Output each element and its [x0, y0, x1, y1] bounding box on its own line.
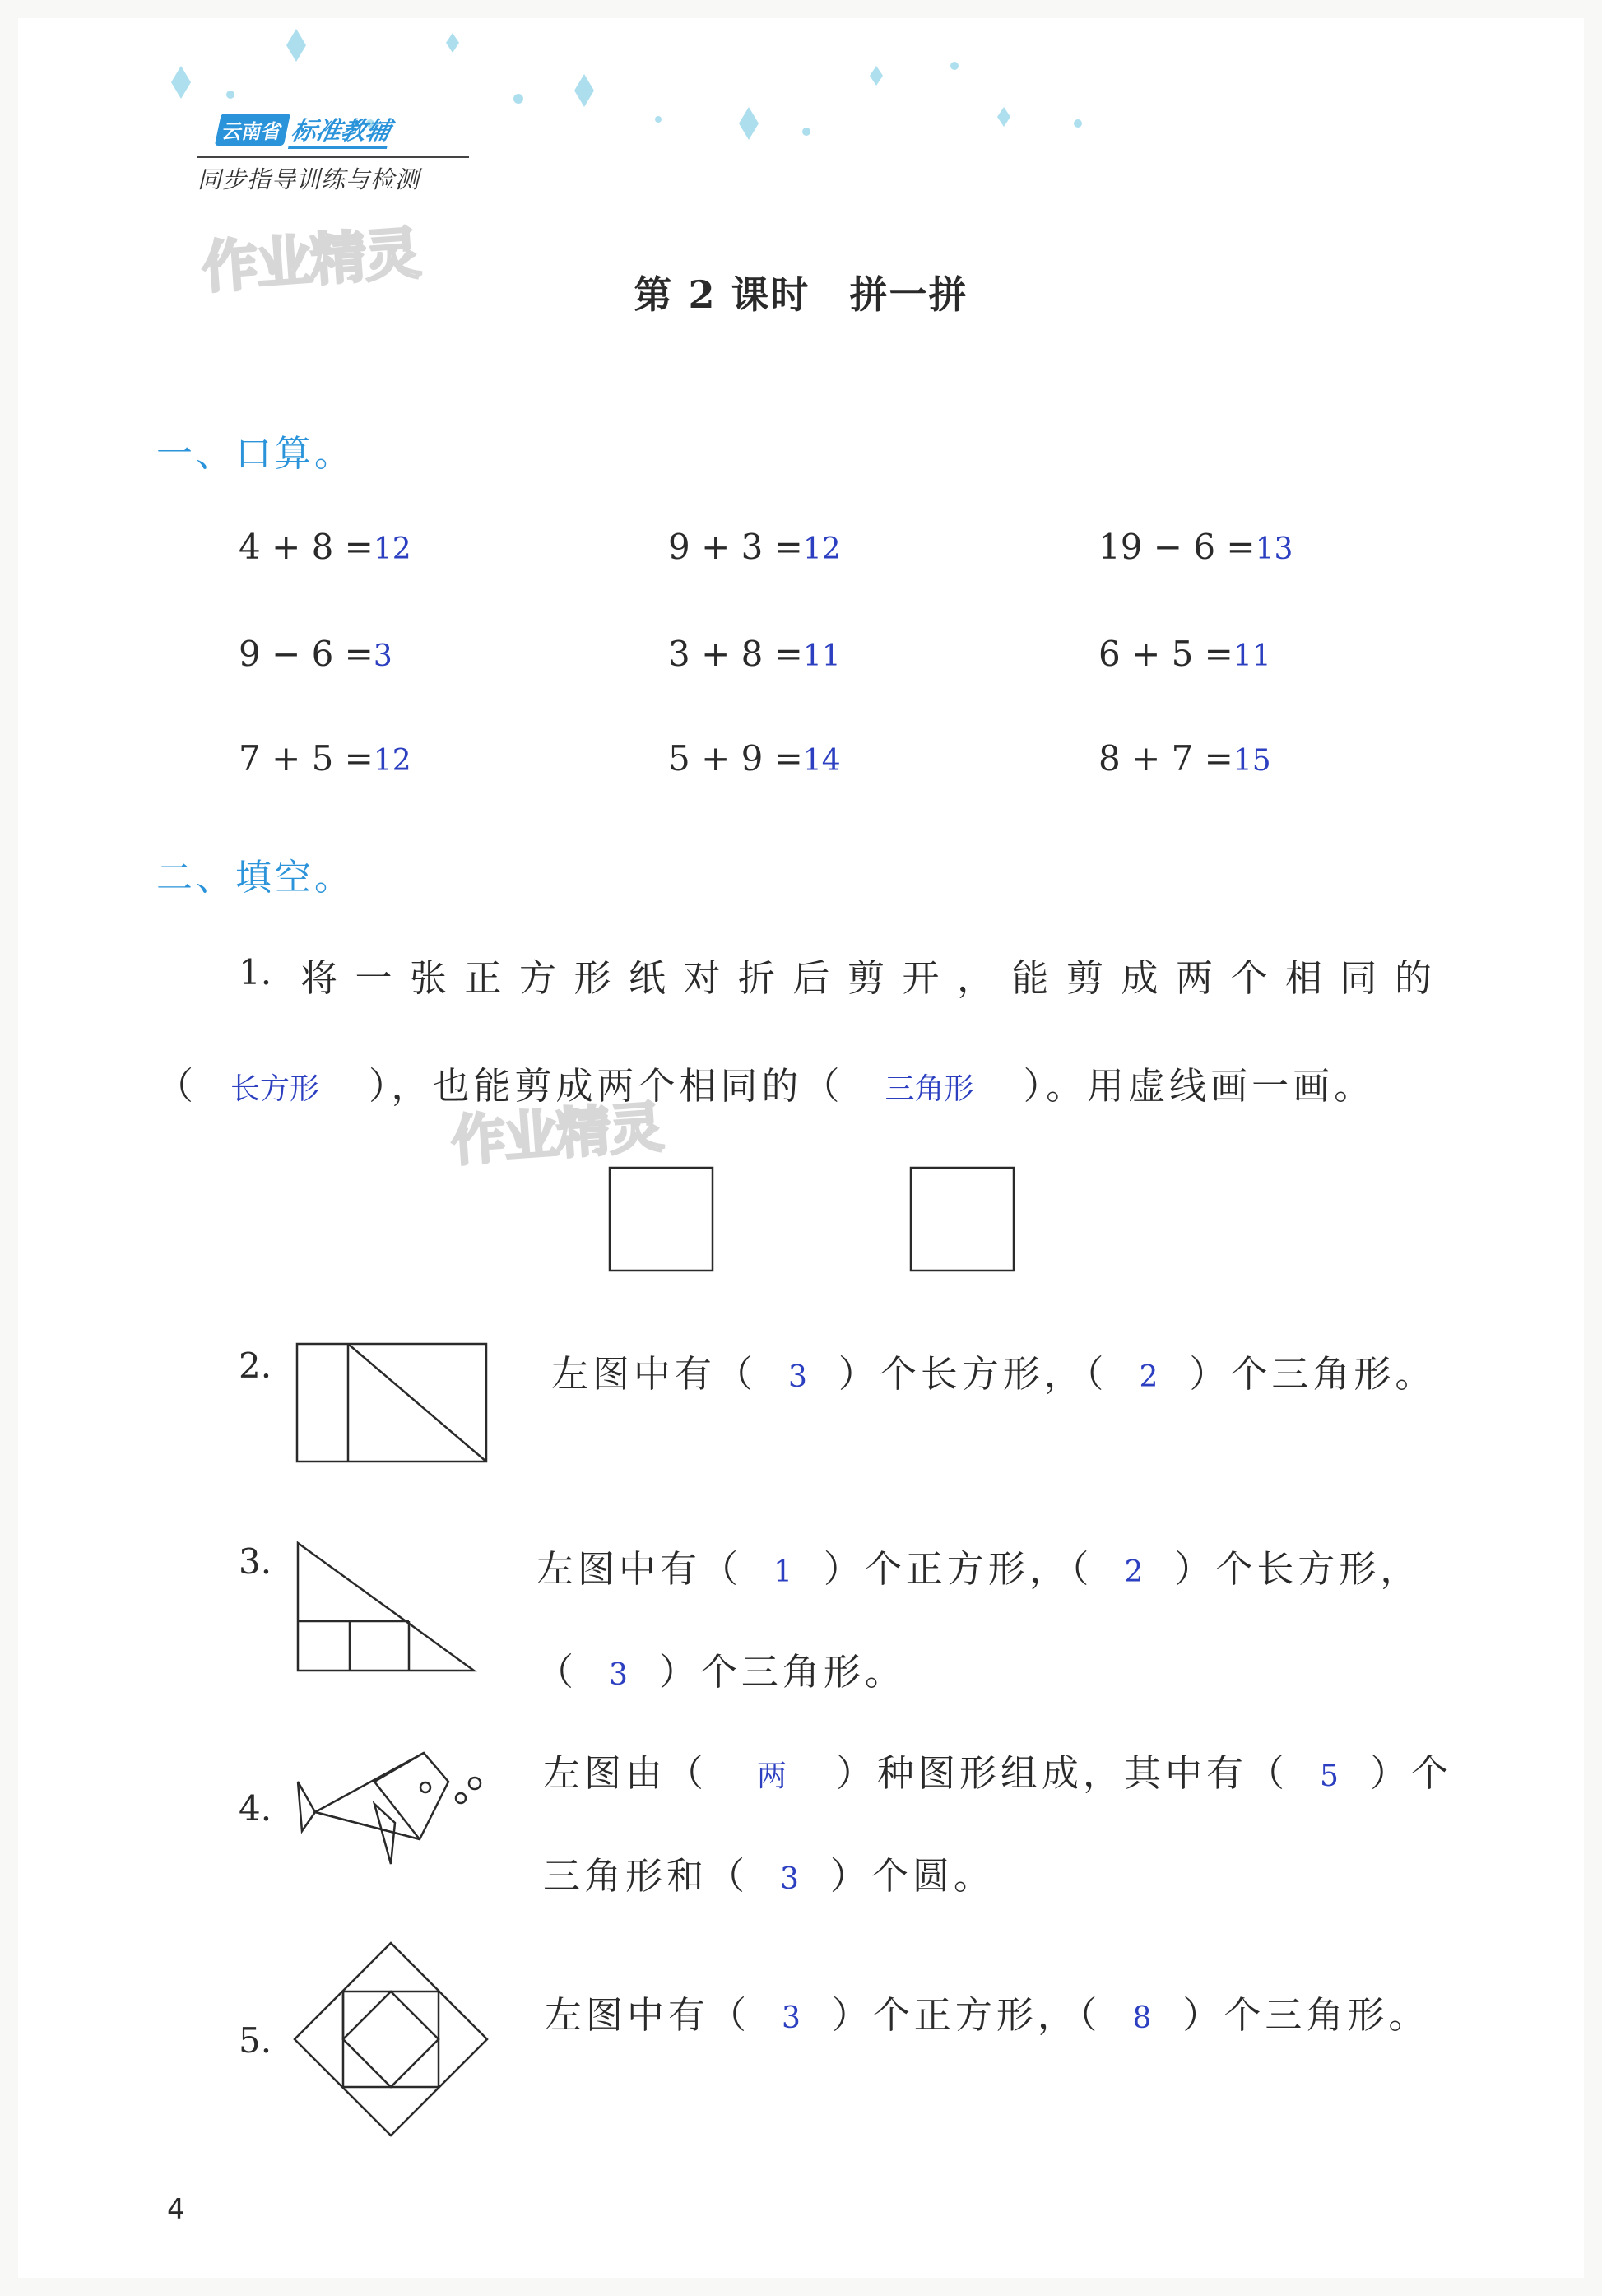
- triangle-rectangles-figure: [296, 1541, 477, 1673]
- fish-figure: [292, 1745, 490, 1868]
- q4-text-part: ）种图形组成，其中有（: [836, 1751, 1289, 1795]
- q2-number: 2.: [239, 1346, 272, 1386]
- calc-item: [239, 634, 392, 674]
- q1-answer1: 长方形: [230, 1072, 320, 1106]
- q3-text-part: 左图中有（: [536, 1547, 743, 1591]
- calc-item: [239, 738, 411, 779]
- q3-number: 3.: [239, 1541, 272, 1582]
- q1-answer2: 三角形: [885, 1072, 974, 1106]
- calc-expr: 6 + 5 =: [1098, 634, 1233, 674]
- calc-item: [1098, 634, 1271, 674]
- calc-answer: 13: [1255, 532, 1293, 566]
- q5-answer1: 3: [782, 2001, 801, 2035]
- section2-heading: 二、填空。: [156, 857, 354, 899]
- calc-expr: 5 + 9 =: [668, 738, 803, 779]
- q5-text-part: ）个正方形，（: [831, 1993, 1102, 2037]
- q4-line1: [543, 1743, 1452, 1796]
- calc-answer: 11: [1233, 639, 1271, 673]
- calc-item: [1098, 527, 1293, 567]
- q4-text-part: ）个: [1369, 1751, 1452, 1795]
- q3-line1: [536, 1539, 1421, 1592]
- watermark: 作业精灵: [449, 1095, 664, 1174]
- calc-item: [668, 527, 841, 567]
- q5-answer2: 8: [1132, 2001, 1152, 2035]
- q4-answer1: 两: [757, 1759, 787, 1793]
- q5-number: 5.: [239, 2020, 272, 2061]
- calc-item: [668, 738, 841, 779]
- calc-expr: 4 + 8 =: [239, 527, 374, 567]
- q2-text-part: ）个三角形。: [1189, 1352, 1437, 1396]
- q3-text-part: ）个正方形，（: [823, 1547, 1094, 1591]
- watermark: 作业精灵: [199, 221, 421, 302]
- q1-line1: 将一张正方形纸对折后剪开，能剪成两个相同的: [300, 956, 1450, 1000]
- calc-answer: 11: [802, 639, 841, 673]
- brand-logo: [215, 112, 416, 146]
- q1-text: ），也能剪成两个相同的（: [369, 1064, 844, 1108]
- calc-item: [1098, 738, 1271, 779]
- calc-answer: 12: [373, 744, 411, 778]
- section1-heading: 一、口算。: [156, 433, 354, 475]
- square-figure-1: [609, 1167, 714, 1272]
- calc-answer: 14: [802, 744, 841, 778]
- square-figure-2: [910, 1167, 1015, 1272]
- calc-answer: 15: [1233, 744, 1271, 778]
- q1-line2: [156, 1056, 1375, 1109]
- q2-text-part: ）个长方形，（: [838, 1352, 1108, 1396]
- q4-text-part: 左图由（: [543, 1751, 708, 1795]
- q3-text-part: ）个长方形，: [1174, 1547, 1422, 1591]
- q4-answer2: 5: [1320, 1759, 1339, 1793]
- calc-answer: 12: [802, 532, 841, 566]
- calc-expr: 9 + 3 =: [668, 527, 803, 567]
- calc-item: [668, 634, 841, 674]
- calc-expr: 9 − 6 =: [239, 634, 374, 674]
- q1-text: ）。用虚线画一画。: [1023, 1064, 1376, 1108]
- calc-expr: 7 + 5 =: [239, 738, 374, 779]
- calc-expr: 3 + 8 =: [668, 634, 803, 674]
- q2-text-part: 左图中有（: [551, 1352, 758, 1396]
- q5-text-part: ）个三角形。: [1182, 1993, 1430, 2037]
- nested-squares-figure: [292, 1940, 490, 2138]
- q1-text: （: [156, 1064, 198, 1108]
- q4-text-part: ）个圆。: [829, 1854, 995, 1898]
- q4-answer3: 3: [780, 1862, 799, 1896]
- q3-text-part: ）个三角形。: [658, 1650, 906, 1694]
- q5-text: [545, 1985, 1429, 2038]
- q2-text: [551, 1344, 1436, 1397]
- q3-text-part: （: [536, 1650, 578, 1694]
- q1-number: 1.: [239, 952, 272, 992]
- q4-number: 4.: [239, 1788, 272, 1829]
- rectangle-diagonal-figure: [296, 1343, 490, 1465]
- brand-name: 标准教辅: [288, 110, 395, 149]
- q3-line2: [536, 1642, 906, 1695]
- q4-text-part: 三角形和（: [543, 1854, 750, 1898]
- lesson-title: 第 2 课时 拼一拼: [634, 272, 968, 317]
- q4-line2: [543, 1846, 995, 1899]
- calc-expr: 19 − 6 =: [1098, 527, 1256, 567]
- worksheet-page: [18, 18, 1584, 2278]
- brand-tag: 云南省: [215, 114, 290, 146]
- page-number: 4: [167, 2193, 185, 2226]
- brand-series: 同步指导训练与检测: [197, 156, 469, 195]
- calc-answer: 12: [373, 532, 411, 566]
- calc-expr: 8 + 7 =: [1098, 738, 1233, 779]
- q5-text-part: 左图中有（: [545, 1993, 751, 2037]
- calc-answer: 3: [373, 639, 392, 673]
- q2-answer2: 2: [1139, 1360, 1159, 1394]
- q3-answer3: 3: [609, 1658, 628, 1692]
- calc-item: [239, 527, 411, 567]
- q3-answer1: 1: [773, 1555, 792, 1589]
- q2-answer1: 3: [788, 1360, 807, 1394]
- q3-answer2: 2: [1124, 1555, 1144, 1589]
